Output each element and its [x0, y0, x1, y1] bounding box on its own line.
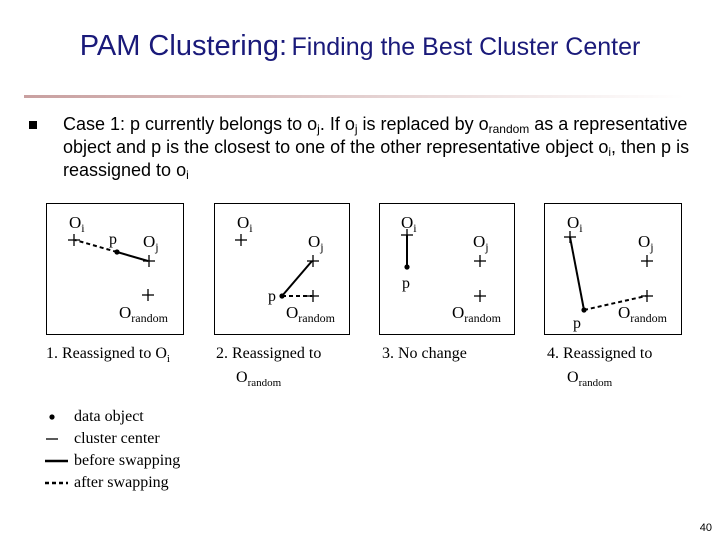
- oj-label: $O_j$: [308, 232, 324, 254]
- oj-label: $O_j$: [473, 232, 489, 254]
- p-label: p: [268, 288, 276, 305]
- before-swapping-line: [117, 252, 148, 261]
- p-label: p: [573, 315, 581, 332]
- p-label: p: [109, 231, 117, 248]
- p-label: p: [402, 275, 410, 292]
- data-object-icon: [44, 406, 70, 428]
- cluster-center-orandom-icon: [641, 290, 653, 302]
- cluster-center-icon: [44, 428, 70, 450]
- legend-item-cluster-center: cluster center: [44, 428, 180, 450]
- oi-label: $O_i$: [567, 213, 583, 235]
- before-swapping-line: [282, 261, 312, 296]
- legend-item-before-swapping: before swapping: [44, 450, 180, 472]
- legend: [44, 406, 180, 494]
- orandom-label: $O_{random}$: [286, 303, 335, 325]
- diagram-panel-1: [46, 203, 184, 335]
- bullet-marker-icon: [29, 121, 37, 129]
- diagram-panel-2: [214, 203, 350, 335]
- cluster-center-oi-icon: [68, 234, 80, 246]
- caption-1: 1. Reassigned to $O_i$: [46, 345, 170, 366]
- cluster-center-orandom-icon: [142, 289, 154, 301]
- before-swapping-line: [570, 237, 584, 310]
- case-description: Case 1: p currently belongs to $o_j$. If $o_j$ is replaced by $o_{random}$ as a representative object and p is the closest to one of the other representative object $o_i$, then p is reassigned to $o_i$: [63, 114, 690, 182]
- legend-item-data-object: data object: [44, 406, 180, 428]
- orandom-label: $O_{random}$: [119, 303, 168, 325]
- cluster-center-oj-icon: [474, 255, 486, 267]
- title-sub: Finding the Best Cluster Center: [291, 33, 641, 61]
- data-object-p-icon: [279, 293, 284, 298]
- data-object-p-icon: [404, 264, 409, 269]
- diagram-panel-4: [544, 203, 682, 335]
- after-swapping-line: [584, 296, 646, 310]
- oj-label: $O_j$: [638, 232, 654, 254]
- cluster-center-oi-icon: [235, 234, 247, 246]
- oi-label: $O_i$: [237, 213, 253, 235]
- oj-label: $O_j$: [143, 232, 159, 254]
- caption-3: 3. No change: [382, 345, 467, 362]
- cluster-center-orandom-icon: [307, 290, 319, 302]
- data-object-p-icon: [114, 249, 119, 254]
- title-divider: [24, 95, 684, 98]
- legend-item-after-swapping: after swapping: [44, 472, 180, 494]
- dashed-line-icon: [44, 472, 70, 494]
- solid-line-icon: [44, 450, 70, 472]
- data-object-p-icon: [581, 307, 586, 312]
- diagram-panel-3: [379, 203, 515, 335]
- oi-label: $O_i$: [69, 213, 85, 235]
- cluster-center-oj-icon: [641, 255, 653, 267]
- title-main: PAM Clustering:: [79, 30, 288, 62]
- orandom-label: $O_{random}$: [452, 303, 501, 325]
- cluster-center-orandom-icon: [474, 290, 486, 302]
- caption-2: 2. Reassigned to $O_{random}$: [216, 345, 322, 390]
- orandom-label: $O_{random}$: [618, 303, 667, 325]
- oi-label: $O_i$: [401, 213, 417, 235]
- slide-title: [0, 30, 720, 63]
- caption-4: 4. Reassigned to $O_{random}$: [547, 345, 653, 390]
- page-number: 40: [699, 522, 712, 534]
